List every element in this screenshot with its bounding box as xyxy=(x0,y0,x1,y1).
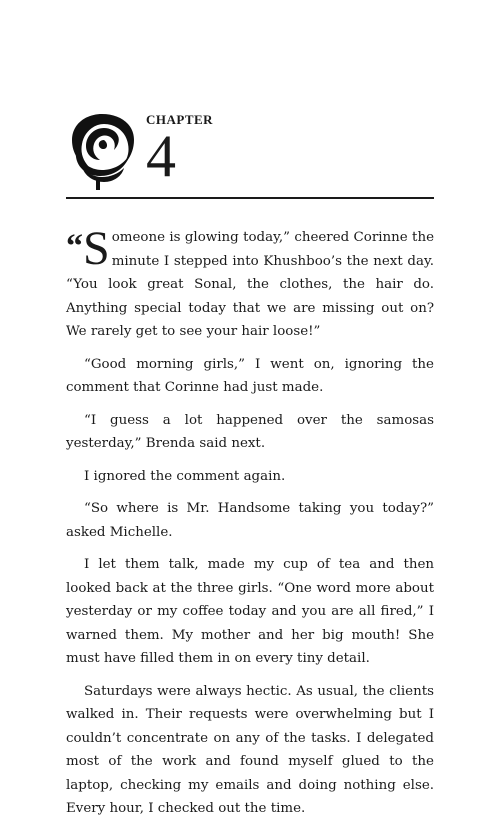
chapter-body xyxy=(66,222,434,830)
paragraph-6: I let them talk, made my cup of tea and then looked back at the three girls. “One word more about yesterday or my coffee today and you are all fired,” I warned them. My mother and her big mouth! She must have filled them in on every tiny detail. xyxy=(66,557,434,666)
paragraph-3: “I guess a lot happened over the samosas yesterday,” Brenda said next. xyxy=(66,412,434,451)
drop-cap: “S xyxy=(66,222,110,275)
chapter-label: CHAPTER xyxy=(146,112,214,127)
paragraph-2: “Good morning girls,” I went on, ignoring the comment that Corinne had just made. xyxy=(66,356,434,395)
paragraph-1: “S omeone is glowing today,” cheered Corinne the minute I stepped into Khushboo’s the next day. “You look great Sonal, the clothes, the hair do. Anything special today that we are missing out on? We rarely get to see your hair loose!” xyxy=(66,222,434,339)
paragraph-5: “So where is Mr. Handsome taking you today?” asked Michelle. xyxy=(66,501,434,540)
paragraph-4: I ignored the comment again. xyxy=(84,468,286,484)
paragraph-7: Saturdays were always hectic. As usual, the clients walked in. Their requests were overwhelming but I couldn’t concentrate on any of the tasks. I delegated most of the work and found myself glued to the laptop, checking my emails and doing nothing else. Every hour, I checked out the time. xyxy=(66,683,434,816)
chapter-divider xyxy=(66,197,434,199)
chapter-number: 4 xyxy=(146,123,176,189)
rose-icon xyxy=(66,110,138,190)
